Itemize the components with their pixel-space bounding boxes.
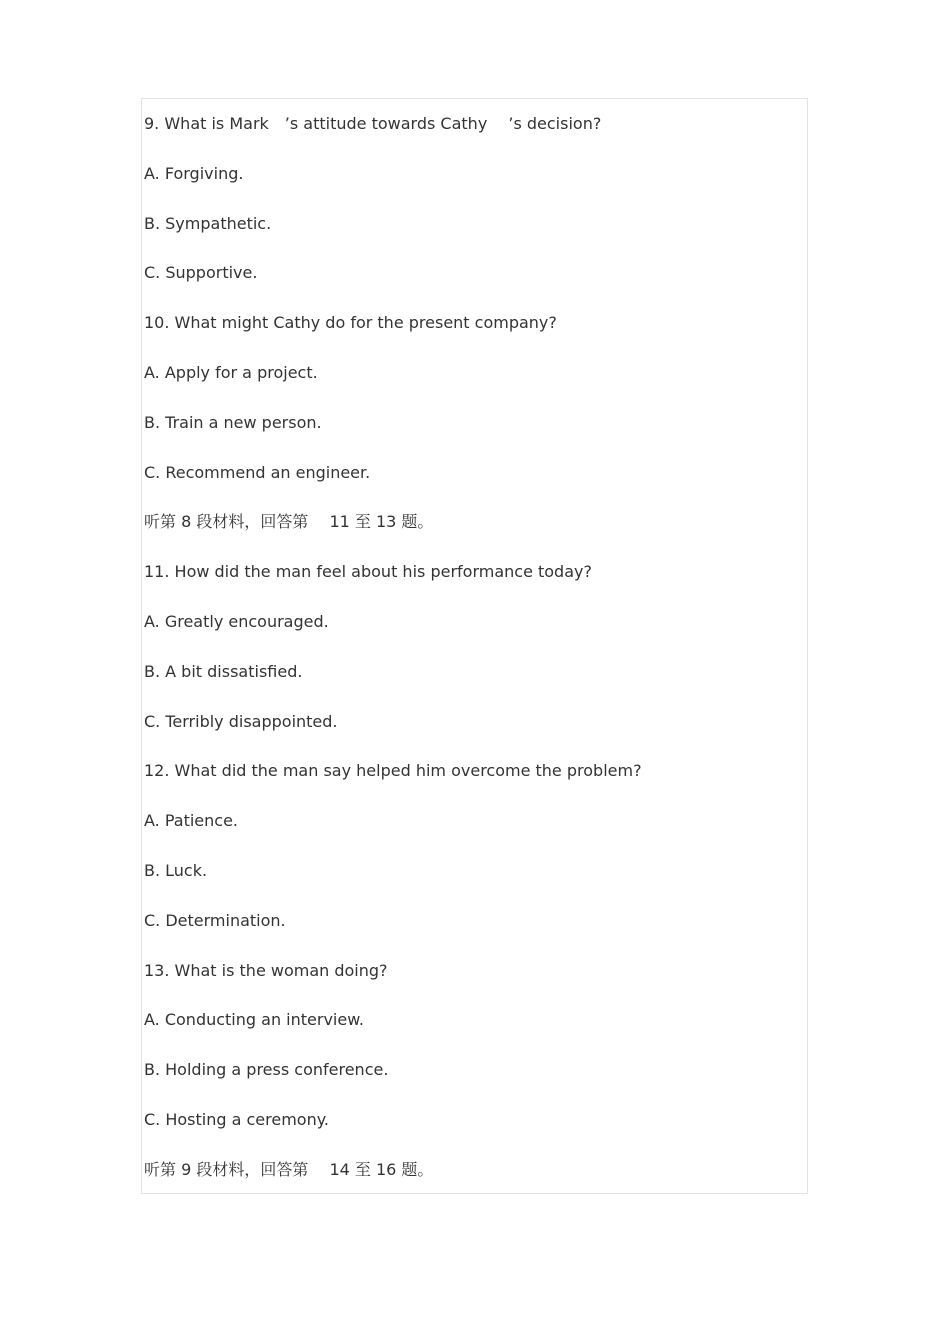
option-10b: B. Train a new person. [144, 412, 322, 432]
option-10c: C. Recommend an engineer. [144, 462, 371, 482]
option-11c: C. Terribly disappointed. [144, 711, 338, 731]
option-13b: B. Holding a press conference. [144, 1060, 389, 1080]
question-12: 12. What did the man say helped him overcome the problem? [144, 761, 642, 781]
section-header-8: 听第 8 段材料，回答第 11 至 13 题。 [144, 512, 434, 532]
question-9: 9. What is Mark ’s attitude towards Cathy ’s decision? [144, 114, 602, 133]
option-11a: A. Greatly encouraged. [144, 611, 329, 631]
document-body [144, 111, 804, 1207]
question-10: 10. What might Cathy do for the present company? [144, 313, 557, 333]
option-11b: B. A bit dissatisfied. [144, 661, 303, 681]
option-10a: A. Apply for a project. [144, 362, 318, 382]
option-9a: A. Forgiving. [144, 163, 244, 183]
question-13: 13. What is the woman doing? [144, 960, 388, 980]
section-header-9: 听第 9 段材料，回答第 14 至 16 题。 [144, 1159, 434, 1179]
option-13c: C. Hosting a ceremony. [144, 1109, 329, 1129]
option-12c: C. Determination. [144, 910, 286, 930]
question-11: 11. How did the man feel about his performance today? [144, 562, 592, 582]
option-13a: A. Conducting an interview. [144, 1010, 364, 1030]
option-9c: C. Supportive. [144, 263, 258, 283]
option-12a: A. Patience. [144, 811, 238, 831]
option-9b: B. Sympathetic. [144, 213, 272, 233]
option-12b: B. Luck. [144, 860, 208, 880]
